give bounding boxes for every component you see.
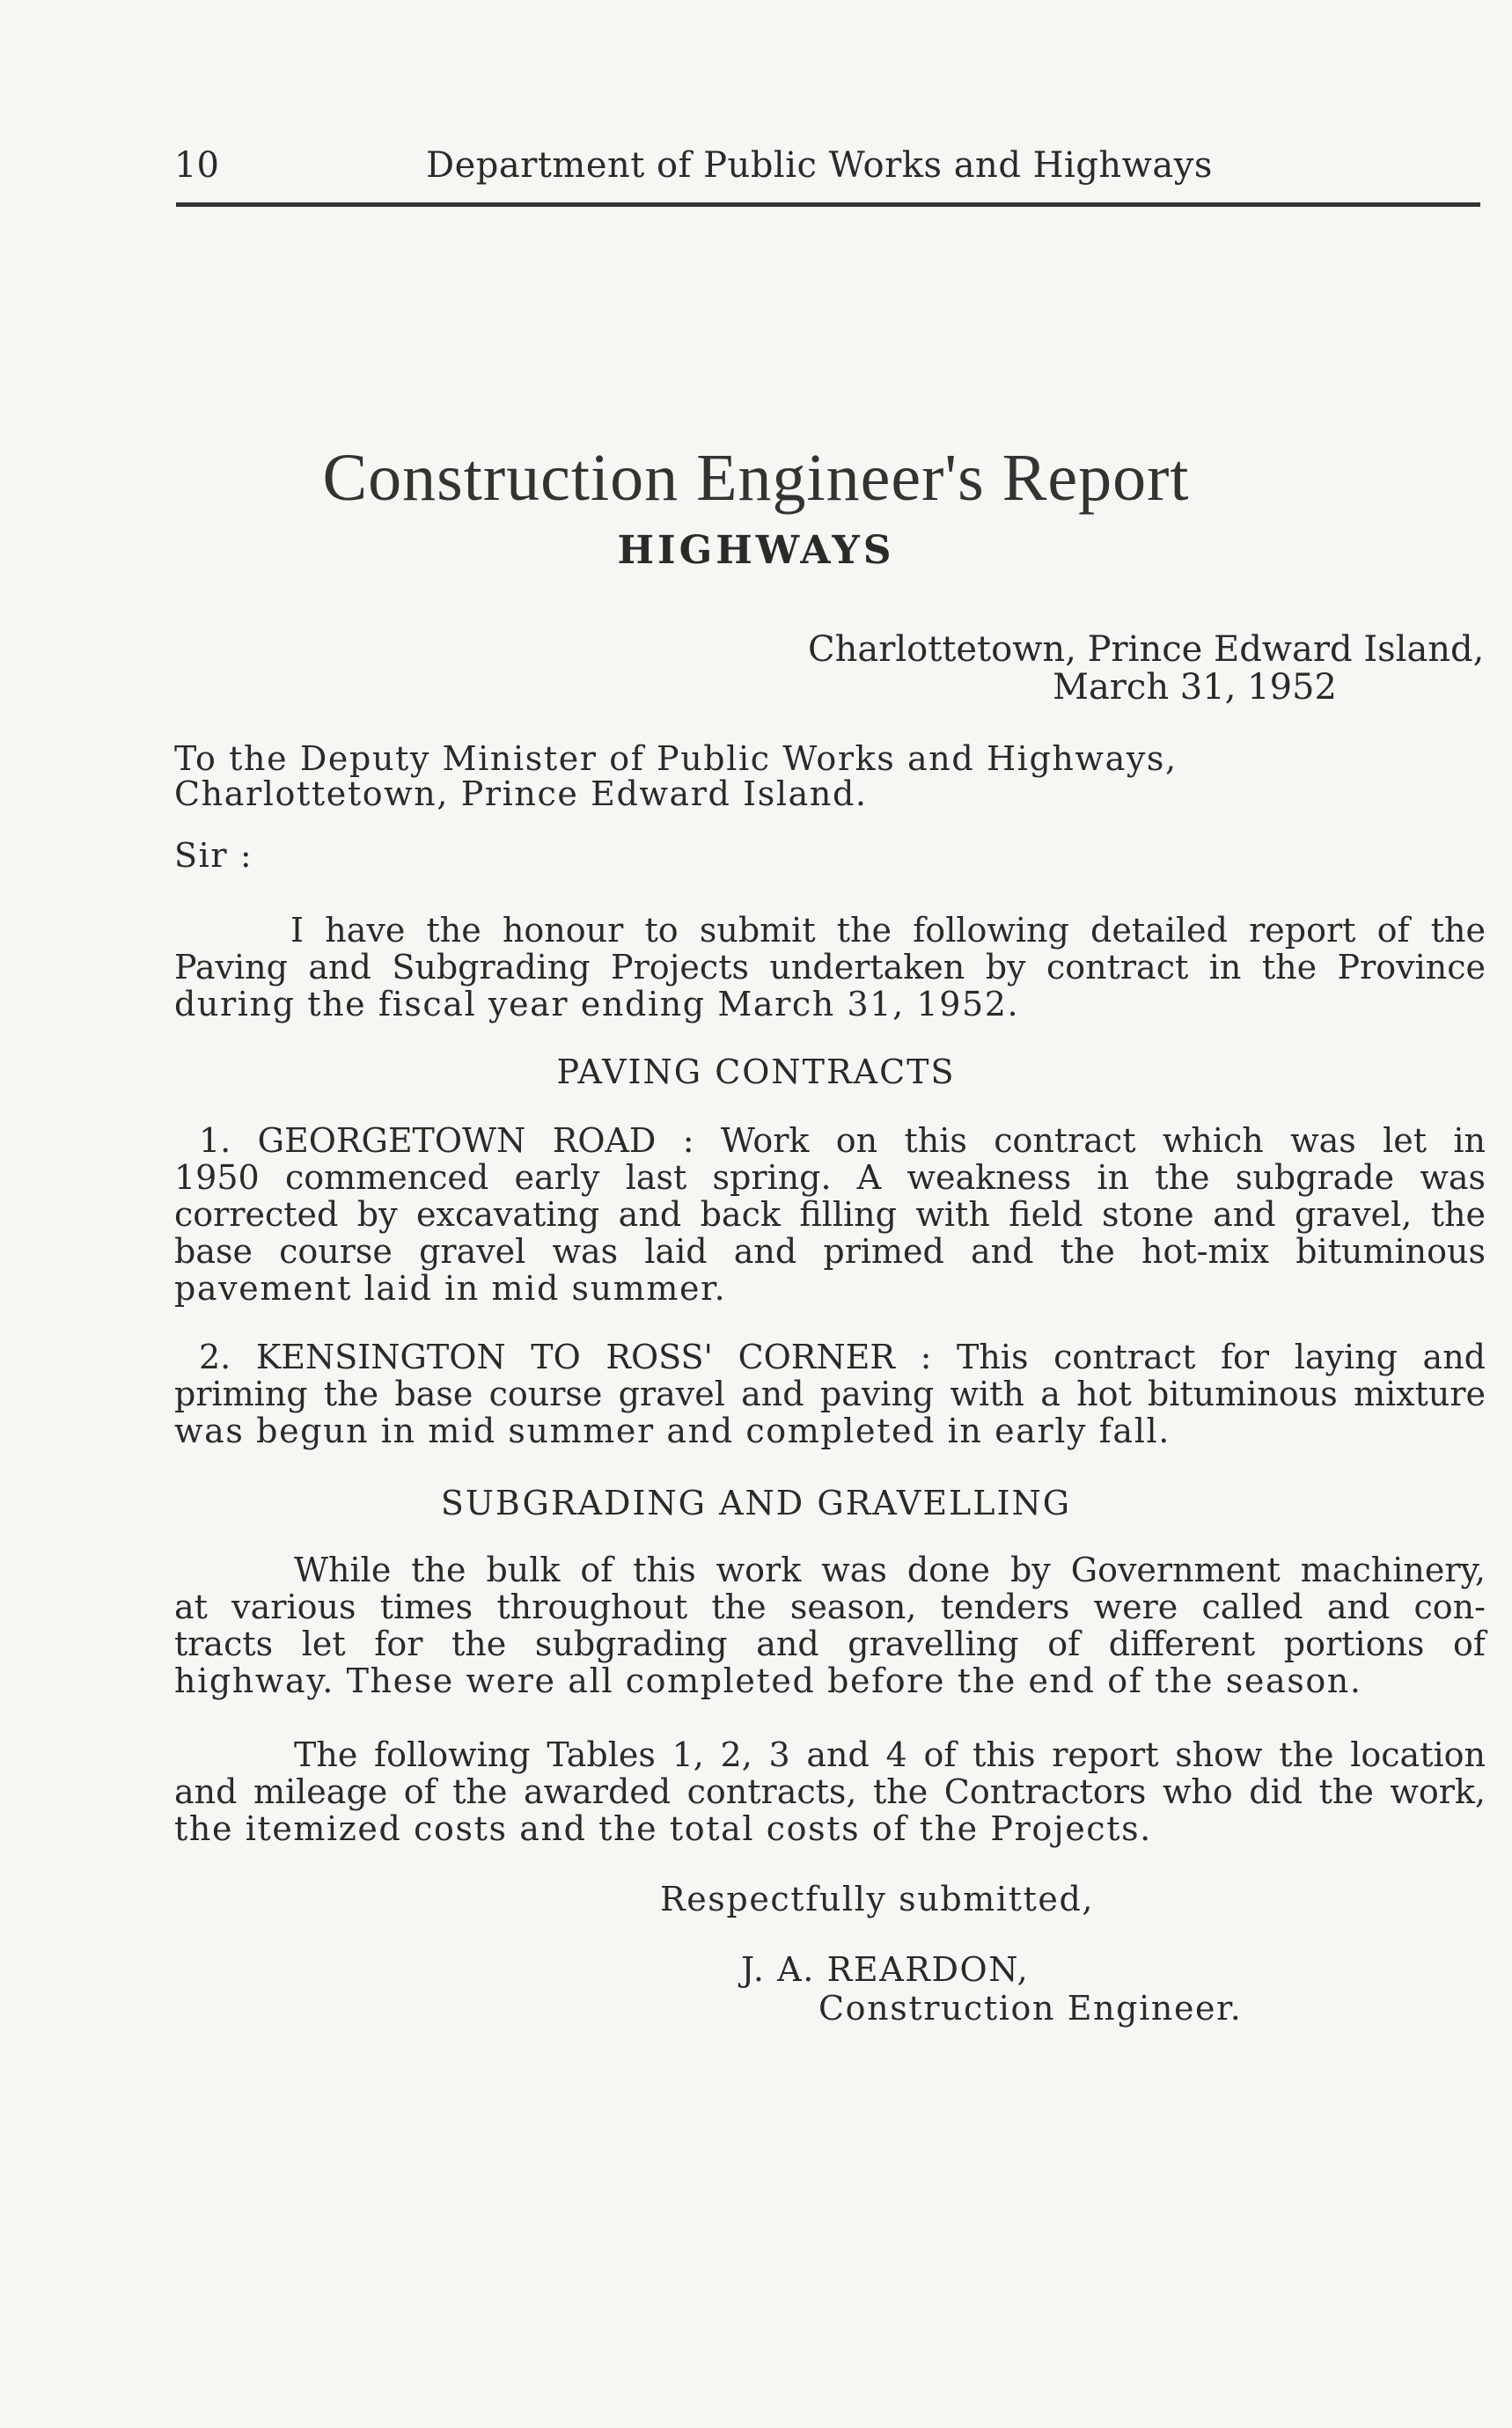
- salutation: Sir :: [174, 836, 253, 875]
- report-subtitle: HIGHWAYS: [617, 528, 895, 573]
- item1-line: corrected by excavating and back filling with field stone and gravel, the: [174, 1195, 1486, 1234]
- signature-name: J. A. REARDON,: [741, 1950, 1030, 1989]
- tables-line: The following Tables 1, 2, 3 and 4 of this report show the location: [294, 1735, 1486, 1774]
- closing: Respectfully submitted,: [660, 1880, 1095, 1918]
- dateline-place: Charlottetown, Prince Edward Island,: [808, 629, 1485, 670]
- item2-line: was begun in mid summer and completed in early fall.: [174, 1412, 1171, 1450]
- header-rule: [176, 202, 1480, 207]
- intro-line: during the fiscal year ending March 31, 1952.: [174, 985, 1020, 1023]
- tables-line: the itemized costs and the total costs of the Projects.: [174, 1809, 1152, 1848]
- signature-title: Construction Engineer.: [818, 1989, 1243, 2028]
- dateline-date: March 31, 1952: [1053, 667, 1337, 708]
- intro-line: Paving and Subgrading Projects undertaken by contract in the Province: [174, 948, 1486, 987]
- item1-line: base course gravel was laid and primed and the hot-mix bituminous: [174, 1232, 1486, 1271]
- running-head: Department of Public Works and Highways: [426, 145, 1213, 186]
- item1-line: 1950 commenced early last spring. A weakness in the subgrade was: [174, 1158, 1486, 1197]
- intro-line: I have the honour to submit the following detailed report of the: [290, 911, 1486, 950]
- subgrading-line: at various times throughout the season, tenders were called and con-: [174, 1588, 1486, 1626]
- subgrading-line: highway. These were all completed before the end of the season.: [174, 1661, 1362, 1700]
- page-number: 10: [174, 145, 219, 186]
- item1-line: pavement laid in mid summer.: [174, 1269, 727, 1308]
- paving-heading: PAVING CONTRACTS: [556, 1053, 956, 1091]
- item2-line: priming the base course gravel and paving with a hot bituminous mixture: [174, 1375, 1486, 1413]
- subgrading-heading: SUBGRADING AND GRAVELLING: [440, 1484, 1072, 1522]
- item2-line: 2. KENSINGTON TO ROSS' CORNER : This contract for laying and: [199, 1338, 1486, 1376]
- address-line: To the Deputy Minister of Public Works and Highways,: [174, 739, 1178, 778]
- item1-line: 1. GEORGETOWN ROAD : Work on this contract which was let in: [199, 1121, 1486, 1160]
- report-title: Construction Engineer's Report: [322, 441, 1190, 515]
- subgrading-line: tracts let for the subgrading and gravelling of different portions of: [174, 1625, 1486, 1663]
- subgrading-line: While the bulk of this work was done by Government machinery,: [294, 1551, 1486, 1589]
- address-line: Charlottetown, Prince Edward Island.: [174, 774, 868, 813]
- tables-line: and mileage of the awarded contracts, the Contractors who did the work,: [174, 1772, 1486, 1811]
